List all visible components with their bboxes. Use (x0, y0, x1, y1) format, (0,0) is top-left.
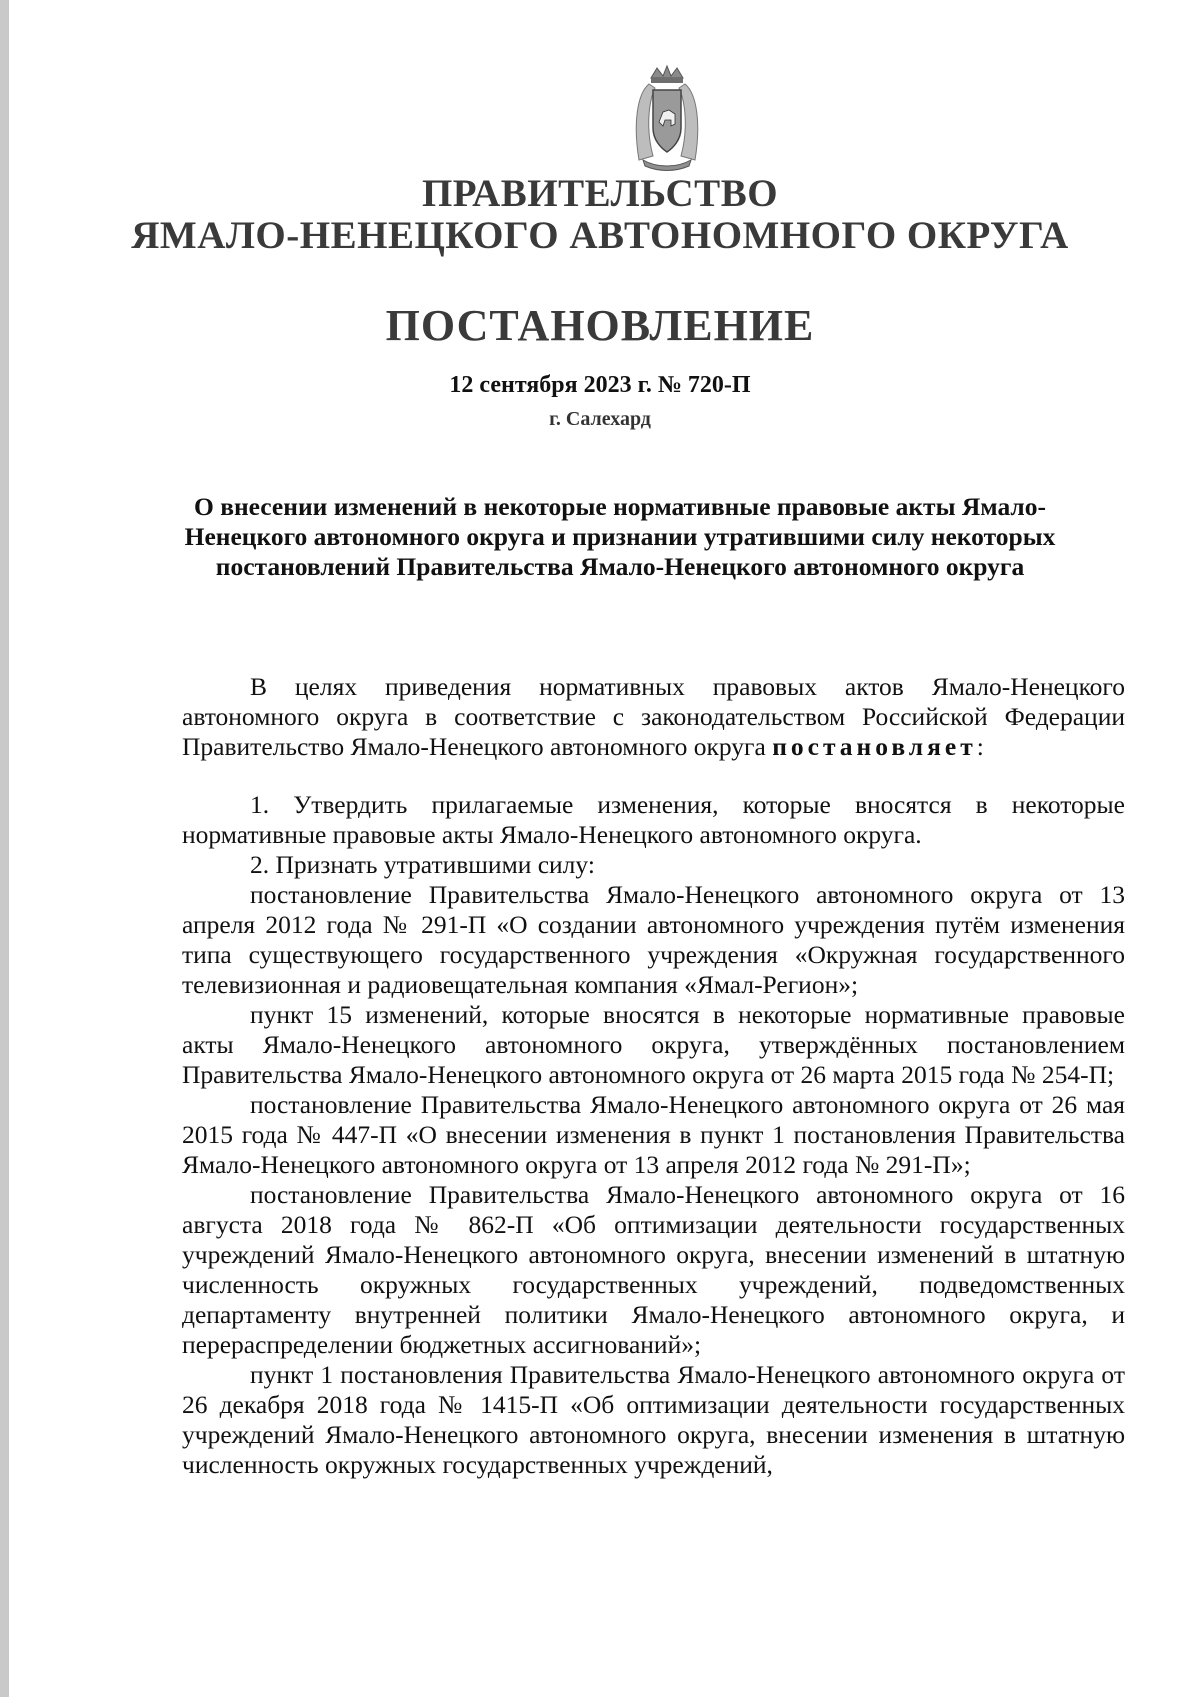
government-name-line1: ПРАВИТЕЛЬСТВО (421, 172, 779, 215)
coat-of-arms-icon (629, 64, 705, 172)
document-city: г. Салехард (549, 408, 651, 430)
item-paragraph: постановление Правительства Ямало-Ненецкого автономного округа от 26 мая 2015 года № 447-П «О внесении изменения в пункт 1 постановления Правительства Ямало-Ненецкого автономного округа от 13 апреля 2012 года № 291-П»; (182, 1090, 1125, 1179)
item-paragraph: 1. Утвердить прилагаемые изменения, которые вносятся в некоторые нормативные правовые акты Ямало-Ненецкого автономного округа. (182, 790, 1125, 849)
government-name-line2: ЯМАЛО-НЕНЕЦКОГО АВТОНОМНОГО ОКРУГА (131, 214, 1069, 257)
preamble-paragraph (182, 672, 1125, 762)
item-paragraph: постановление Правительства Ямало-Ненецкого автономного округа от 13 апреля 2012 года № 291-П «О создании автономного учреждения путём изменения типа существующего государственного учреждения «Окружная государственного телевизионная и радиовещательная компания «Ямал-Регион»; (182, 880, 1125, 999)
item-paragraph: 2. Признать утратившими силу: (250, 850, 595, 879)
item-paragraph: постановление Правительства Ямало-Ненецкого автономного округа от 16 августа 2018 года № 862-П «Об оптимизации деятельности государственных учреждений Ямало-Ненецкого автономного округа, внесении изменений в штатную численность окружных государственных учреждений, подведомственных департаменту внутренней политики Ямало-Ненецкого автономного округа, и перераспределении бюджетных ассигнований»; (182, 1180, 1125, 1359)
resolution-items (182, 790, 1125, 1480)
preamble-text: В целях приведения нормативных правовых актов Ямало-Ненецкого автономного округа в соответствие с законодательством Российской Федерации Правительство Ямало-Ненецкого автономного округа (182, 672, 1125, 761)
preamble (182, 672, 1125, 762)
item-paragraph: пункт 1 постановления Правительства Ямало-Ненецкого автономного округа от 26 декабря 2018 года № 1415-П «Об оптимизации деятельности государственных учреждений Ямало-Ненецкого автономного округа, внесении изменения в штатную численность окружных государственных учреждений, (182, 1360, 1125, 1479)
preamble-emphasis: постановляет (772, 732, 977, 761)
document-date-number: 12 сентября 2023 г. № 720-П (449, 372, 751, 398)
document-type: ПОСТАНОВЛЕНИЕ (385, 301, 815, 350)
item-paragraph: пункт 15 изменений, которые вносятся в некоторые нормативные правовые акты Ямало-Ненецкого автономного округа, утверждённых постановлением Правительства Ямало-Ненецкого автономного округа от 26 марта 2015 года № 254-П; (182, 1000, 1125, 1089)
preamble-end: : (976, 732, 984, 761)
document-subject: О внесении изменений в некоторые нормативные правовые акты Ямало-Ненецкого автономного округа и признании утратившими силу некоторых постановлений Правительства Ямало-Ненецкого автономного округа (184, 492, 1056, 581)
